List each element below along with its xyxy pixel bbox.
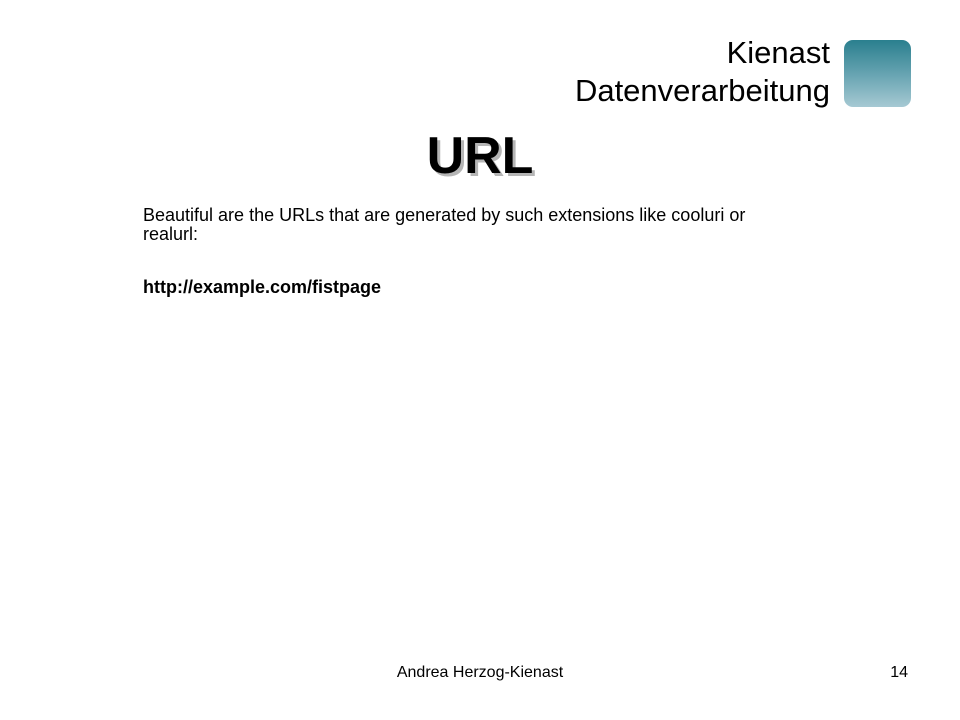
slide-title: URL [426,127,534,185]
footer-author: Andrea Herzog-Kienast [396,664,564,681]
brand-line-1: Kienast [726,35,830,70]
brand-name [575,34,830,110]
brand-line-2: Datenverarbeitung [574,73,830,108]
page-number: 14 [890,664,908,681]
logo-square-icon [844,40,911,107]
example-url: http://example.com/fistpage [143,277,382,297]
body-paragraph: Beautiful are the URLs that are generated by such extensions like cooluri or realurl: [143,205,746,244]
